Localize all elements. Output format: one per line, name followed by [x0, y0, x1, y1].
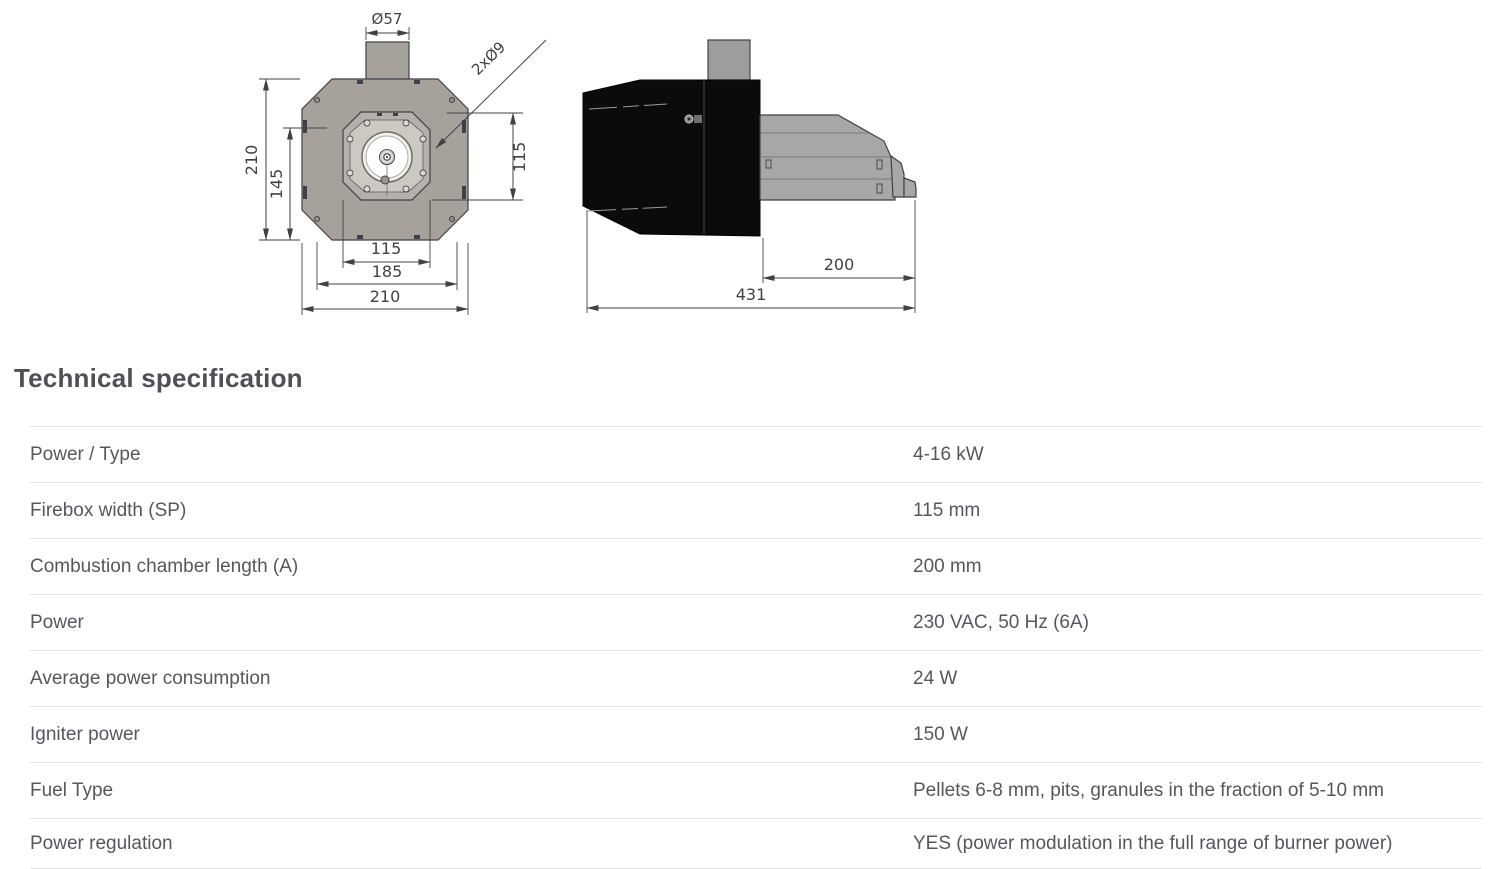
- spec-label: Average power consumption: [30, 667, 271, 689]
- spec-label: Power: [30, 611, 84, 633]
- table-row: [30, 651, 1482, 707]
- tube-end-lip: [904, 178, 916, 197]
- section-heading: Technical specification: [14, 363, 303, 393]
- spec-value: 4-16 kW: [913, 443, 984, 465]
- dim-height-inner-label: 145: [267, 168, 286, 200]
- table-row: [30, 707, 1482, 763]
- dim-flange-height-label: 115: [510, 141, 529, 173]
- spec-value: Pellets 6-8 mm, pits, granules in the fraction of 5-10 mm: [913, 779, 1384, 801]
- spec-value: 24 W: [913, 667, 958, 689]
- spec-label: Fuel Type: [30, 779, 114, 801]
- front-view-drawing: [242, 10, 546, 315]
- burner-tube: [760, 115, 895, 200]
- dim-holes-callout-label: 2xØ9: [467, 38, 510, 79]
- dim-length-overall-label: 431: [735, 285, 767, 304]
- side-view-drawing: [583, 40, 916, 313]
- table-row: [30, 483, 1482, 539]
- table-row: [30, 539, 1482, 595]
- spec-value: 115 mm: [913, 499, 981, 521]
- table-row: [30, 763, 1482, 819]
- technical-drawing: [0, 0, 1512, 340]
- spec-label: Firebox width (SP): [30, 499, 187, 521]
- table-row: [30, 427, 1482, 483]
- spec-table: [30, 426, 1482, 869]
- spec-value: 150 W: [913, 723, 968, 745]
- feed-pipe: [366, 42, 409, 80]
- dim-width-overall-label: 210: [369, 287, 401, 306]
- side-feed-pipe: [708, 40, 750, 80]
- tube-end-cap: [891, 156, 904, 197]
- dim-pipe-diameter-label: Ø57: [371, 10, 403, 28]
- dim-width-mid-label: 185: [371, 262, 403, 281]
- dim-width-firebox-label: 115: [370, 239, 402, 258]
- spec-label: Igniter power: [30, 723, 140, 745]
- burner-housing: [583, 80, 760, 236]
- table-row: [30, 595, 1482, 651]
- dim-tube-length-label: 200: [823, 255, 855, 274]
- dim-height-overall-label: 210: [242, 144, 261, 176]
- spec-value: 200 mm: [913, 555, 982, 577]
- spec-label: Power regulation: [30, 832, 173, 854]
- spec-label: Power / Type: [30, 443, 141, 465]
- dim-height-overall: [242, 79, 300, 240]
- spec-label: Combustion chamber length (A): [30, 555, 299, 577]
- spec-value: 230 VAC, 50 Hz (6A): [913, 611, 1090, 633]
- spec-value: YES (power modulation in the full range of burner power): [913, 832, 1393, 854]
- dim-tube-length: [763, 200, 915, 313]
- table-row: [30, 819, 1482, 869]
- dim-pipe-diameter: [366, 10, 409, 40]
